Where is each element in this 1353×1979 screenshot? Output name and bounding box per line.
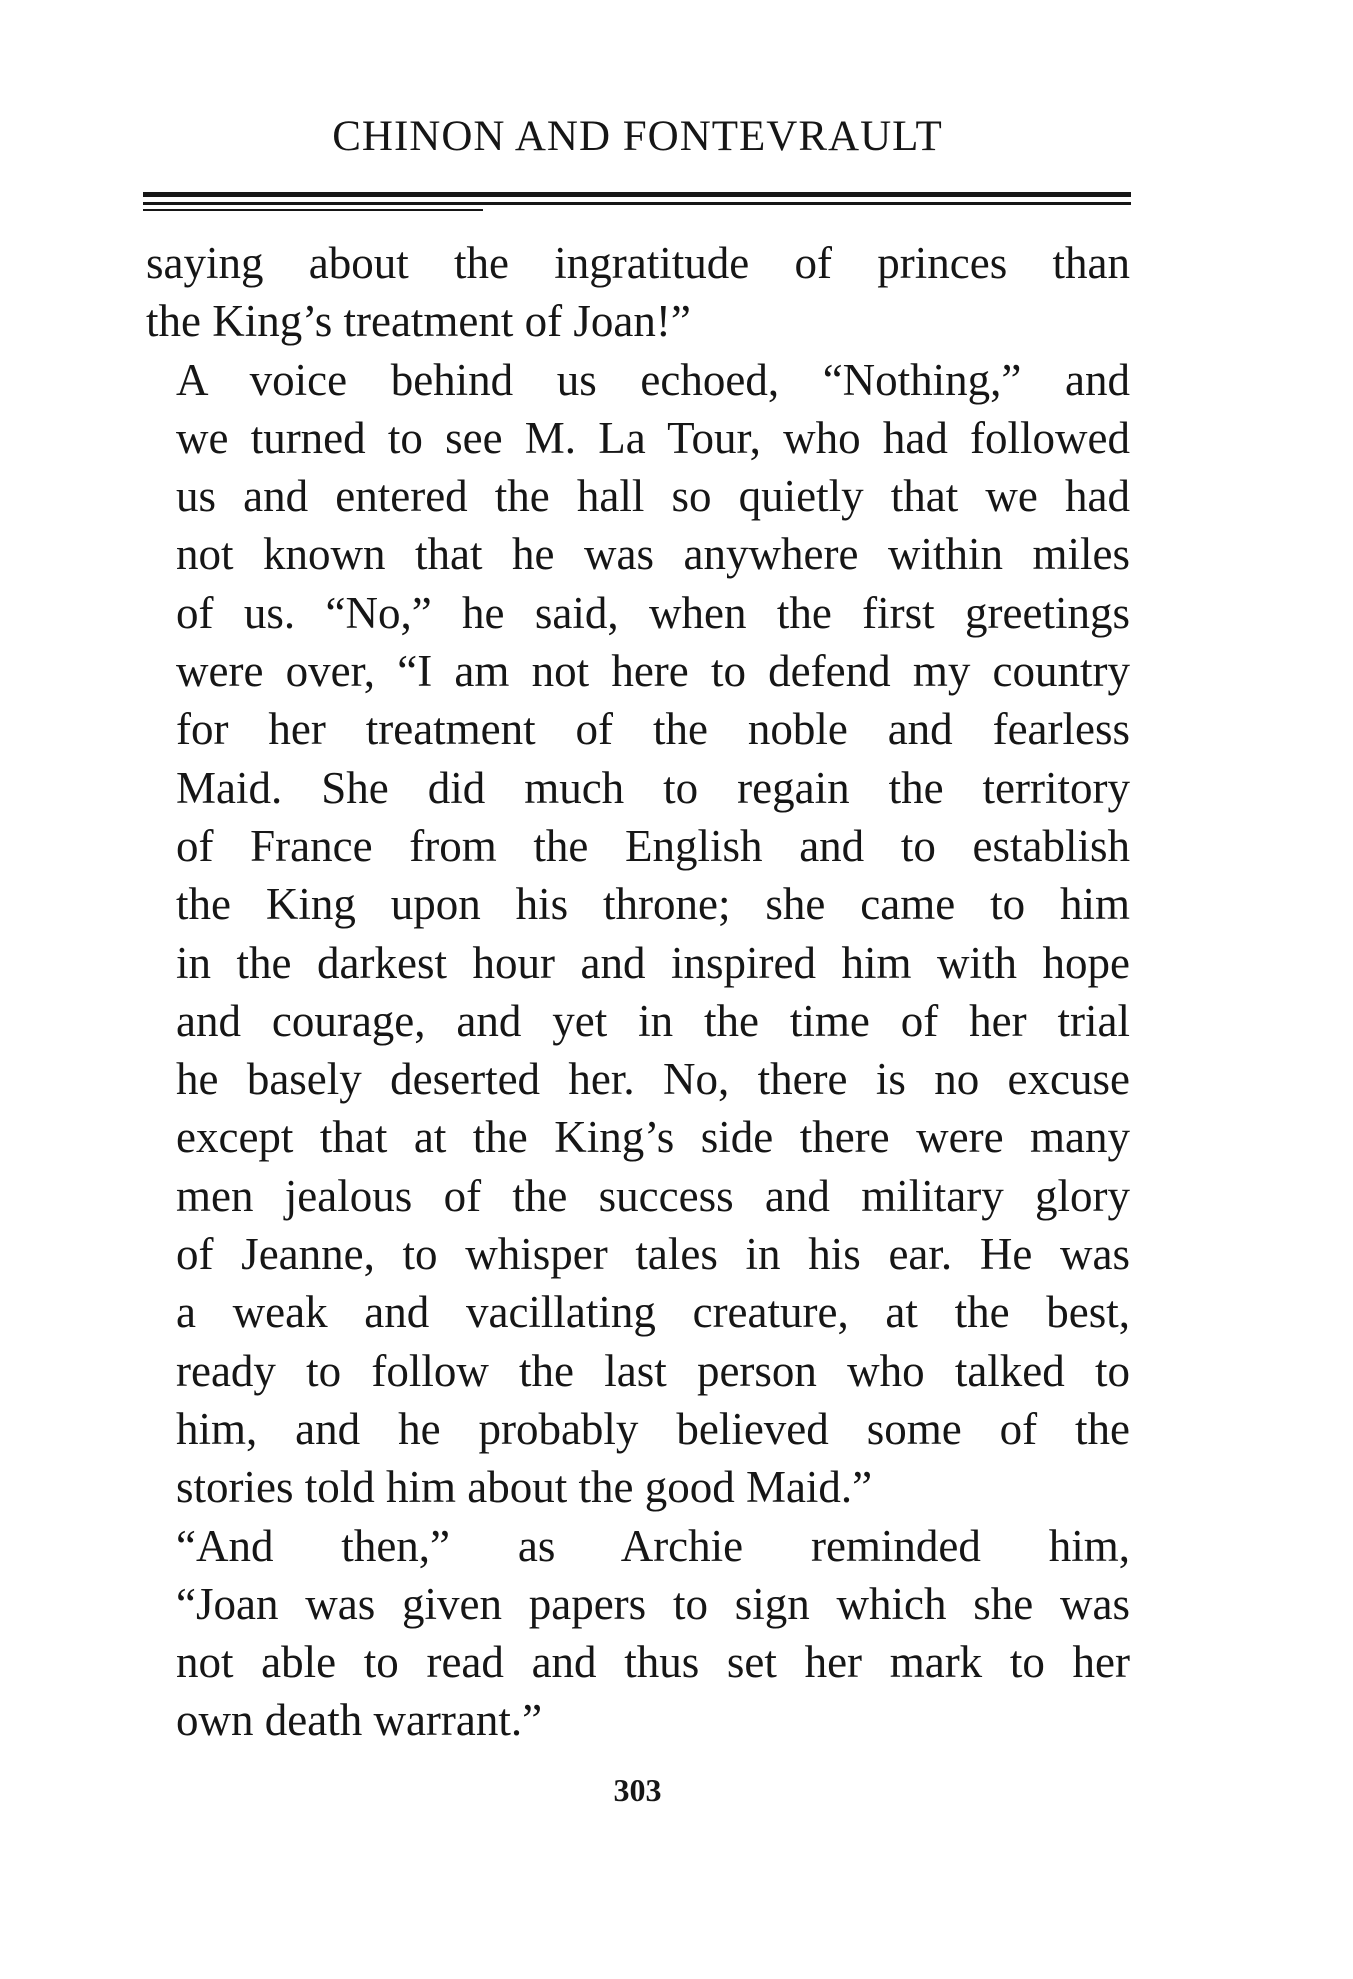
text-line: not able to read and thus set her mark to her	[176, 1637, 1130, 1688]
body-text	[146, 234, 1130, 1750]
paragraph-archie	[146, 1517, 1130, 1750]
text-line: “And then,” as Archie reminded him,	[176, 1520, 1130, 1571]
text-line: for her treatment of the noble and fearless	[176, 704, 1130, 755]
text-line: of Jeanne, to whisper tales in his ear. He was	[176, 1229, 1130, 1280]
text-line: in the darkest hour and inspired him with hope	[176, 937, 1130, 988]
text-line: of us. “No,” he said, when the first greetings	[176, 587, 1130, 638]
text-line: were over, “I am not here to defend my country	[176, 646, 1130, 697]
header-rule-thin	[143, 202, 1131, 205]
text-line: except that at the King’s side there were many	[176, 1112, 1130, 1163]
text-line: us and entered the hall so quietly that we had	[176, 471, 1130, 522]
text-line: ready to follow the last person who talked to	[176, 1345, 1130, 1396]
text-line: a weak and vacillating creature, at the best,	[176, 1287, 1130, 1338]
text-line: he basely deserted her. No, there is no excuse	[176, 1054, 1130, 1105]
text-line: not known that he was anywhere within miles	[176, 529, 1130, 580]
text-line: stories told him about the good Maid.”	[176, 1462, 873, 1513]
text-line: of France from the English and to establish	[176, 820, 1130, 871]
paragraph-continued	[146, 234, 1130, 351]
running-head: CHINON AND FONTEVRAULT	[332, 113, 943, 160]
text-line: saying about the ingratitude of princes than	[146, 238, 1130, 288]
text-line: and courage, and yet in the time of her trial	[176, 995, 1130, 1046]
header-rule-tail	[143, 209, 483, 211]
paragraph-la-tour	[146, 351, 1130, 1517]
header-rule-thick	[143, 192, 1131, 197]
text-line: men jealous of the success and military glory	[176, 1170, 1130, 1221]
text-line: Maid. She did much to regain the territory	[176, 762, 1130, 813]
text-line: “Joan was given papers to sign which she was	[176, 1578, 1130, 1629]
text-line: him, and he probably believed some of the	[176, 1403, 1130, 1454]
text-line: the King’s treatment of Joan!”	[146, 296, 691, 347]
text-line: own death warrant.”	[176, 1695, 543, 1746]
text-line: A voice behind us echoed, “Nothing,” and	[176, 354, 1130, 405]
text-line: we turned to see M. La Tour, who had followed	[176, 412, 1130, 463]
page-number: 303	[613, 1772, 662, 1808]
text-line: the King upon his throne; she came to him	[176, 879, 1130, 930]
